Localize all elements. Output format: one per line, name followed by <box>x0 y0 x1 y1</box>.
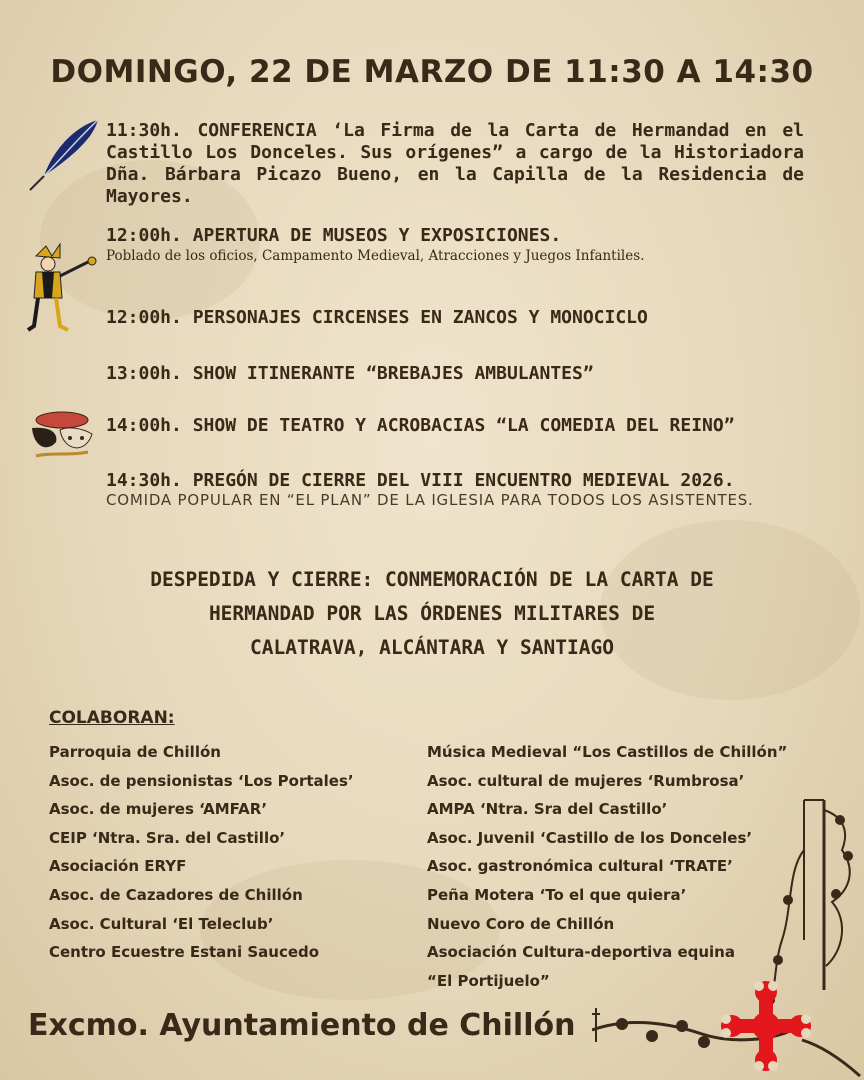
collaborator-item: Asoc. cultural de mujeres ‘Rumbrosa’ <box>427 771 745 790</box>
collaborator-item: Música Medieval “Los Castillos de Chillón” <box>427 743 788 761</box>
collaborators-list-right <box>427 738 787 995</box>
collaborator-item: Asociación Cultura-deportiva equina <box>427 943 735 962</box>
collaborator-item: Asoc. de pensionistas ‘Los Portales’ <box>49 771 354 790</box>
event-item <box>106 363 804 384</box>
event-heading: 14:00h. SHOW DE TEATRO Y ACROBACIAS “LA COMEDIA DEL REINO” <box>106 415 735 436</box>
closing-line: DESPEDIDA Y CIERRE: CONMEMORACIÓN DE LA CARTA DE <box>150 568 714 591</box>
closing-line: HERMANDAD POR LAS ÓRDENES MILITARES DE <box>208 602 656 625</box>
page-title: DOMINGO, 22 DE MARZO DE 11:30 A 14:30 <box>50 54 814 90</box>
event-item <box>106 307 804 328</box>
jester-icon <box>24 242 100 338</box>
event-detail: Poblado de los oficios, Campamento Medieval, Atracciones y Juegos Infantiles. <box>106 248 645 264</box>
collaborator-item: Parroquia de Chillón <box>49 743 221 761</box>
collaborator-item: Centro Ecuestre Estani Saucedo <box>49 943 320 962</box>
event-item <box>106 470 804 510</box>
collaborator-item: “El Portijuelo” <box>427 971 550 990</box>
footer-organizer: Excmo. Ayuntamiento de Chillón <box>28 1008 576 1043</box>
closing-statement <box>60 563 804 665</box>
collaborator-item: CEIP ‘Ntra. Sra. del Castillo’ <box>49 828 286 847</box>
event-heading: 12:00h. APERTURA DE MUSEOS Y EXPOSICIONES. <box>106 225 562 246</box>
theatre-masks-icon <box>26 408 96 464</box>
collaborators-list-left <box>49 738 354 967</box>
collaborator-item: Asociación ERYF <box>49 857 187 876</box>
event-text: 11:30h. CONFERENCIA ‘La Firma de la Carta de Hermandad en el Castillo Los Donceles. Sus orígenes” a cargo de la Historiadora Dña. Bárbara Picazo Bueno, en la Capilla de la Residencia de Mayores. <box>106 120 804 207</box>
collaborator-item: Asoc. Cultural ‘El Teleclub’ <box>49 914 274 933</box>
collaborator-item: Asoc. Juvenil ‘Castillo de los Donceles’ <box>427 828 753 847</box>
collaborator-item: Asoc. gastronómica cultural ‘TRATE’ <box>427 857 733 876</box>
event-heading: 12:00h. PERSONAJES CIRCENSES EN ZANCOS Y MONOCICLO <box>106 307 648 328</box>
event-heading: 14:30h. PREGÓN DE CIERRE DEL VIII ENCUENTRO MEDIEVAL 2026. <box>106 470 735 491</box>
quill-icon <box>24 114 102 194</box>
collaborator-item: Asoc. de mujeres ‘AMFAR’ <box>49 800 268 819</box>
collaborators-heading: COLABORAN: <box>49 708 175 728</box>
collaborator-item: Peña Motera ‘To el que quiera’ <box>427 885 687 904</box>
event-item <box>106 225 804 264</box>
collaborator-item: Asoc. de Cazadores de Chillón <box>49 885 303 904</box>
closing-line: CALATRAVA, ALCÁNTARA Y SANTIAGO <box>250 636 614 659</box>
event-detail: COMIDA POPULAR EN “EL PLAN” DE LA IGLESIA PARA TODOS LOS ASISTENTES. <box>106 491 754 509</box>
collaborator-item: AMPA ‘Ntra. Sra del Castillo’ <box>427 800 668 819</box>
event-heading: 13:00h. SHOW ITINERANTE “BREBAJES AMBULANTES” <box>106 363 594 384</box>
event-item <box>106 120 804 208</box>
collaborator-item: Nuevo Coro de Chillón <box>427 914 615 933</box>
event-item <box>106 415 804 436</box>
